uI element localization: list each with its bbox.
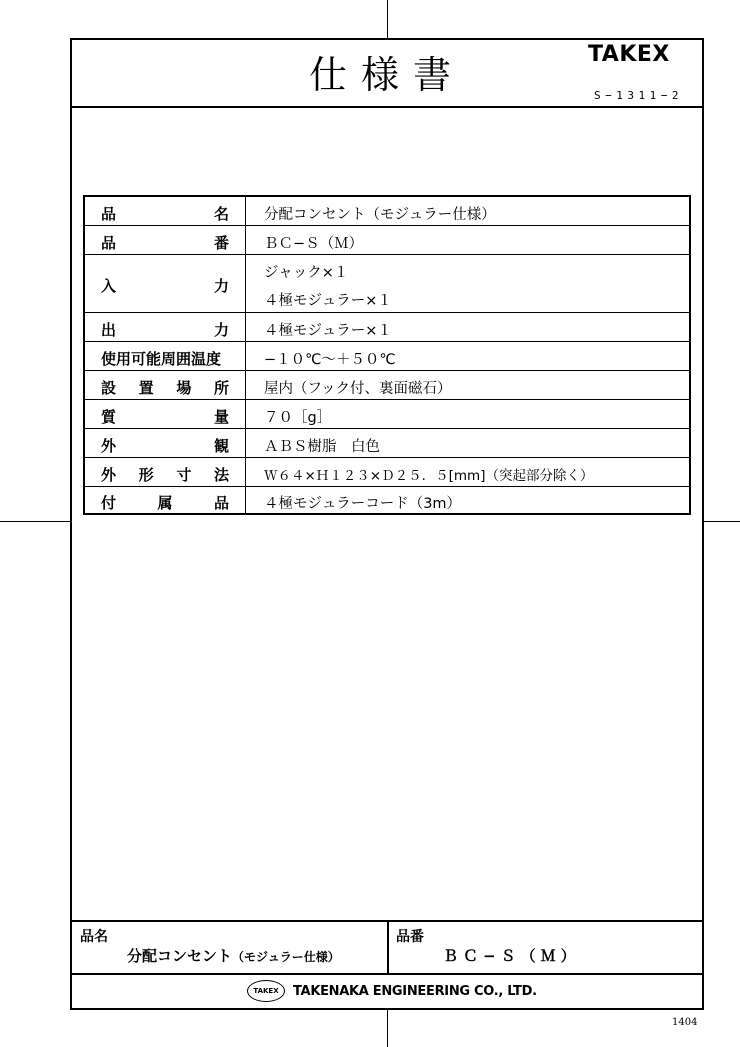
spec-label: 使用可能周囲温度 xyxy=(101,350,222,368)
spec-value: −１０℃～＋５０℃ xyxy=(264,352,396,368)
spec-value: ＡＢＳ樹脂 白色 xyxy=(264,439,380,455)
spec-value: ＢＣ−Ｓ（Ｍ） xyxy=(264,236,364,252)
brand-logo: TAKEX xyxy=(588,42,670,67)
spec-label: 品 番 xyxy=(101,234,229,252)
spec-table xyxy=(83,195,691,515)
spec-row-accessories xyxy=(85,487,689,513)
spec-label: 外 形 寸 法 xyxy=(101,466,229,484)
footer-name-label: 品名 xyxy=(80,929,108,945)
spec-row-input xyxy=(85,255,689,313)
spec-value: ７０［g］ xyxy=(264,410,332,426)
footer-name-value: 分配コンセント（モジュラー仕様） xyxy=(127,947,340,965)
spec-row-number xyxy=(85,226,689,255)
crop-mark-bottom xyxy=(387,1010,388,1047)
header-divider xyxy=(70,106,704,108)
company-logo: TAKEX xyxy=(247,980,285,1002)
spec-label: 質 量 xyxy=(101,408,229,426)
spec-label: 入 力 xyxy=(101,277,229,295)
document-number: S−1311−2 xyxy=(594,89,683,102)
spec-label: 付 属 品 xyxy=(101,494,229,512)
spec-value: 屋内（フック付、裏面磁石） xyxy=(264,381,452,397)
spec-label: 外 観 xyxy=(101,437,229,455)
crop-mark-left xyxy=(0,521,70,522)
footer-number-label: 品番 xyxy=(396,929,424,945)
spec-value: ４極モジュラー×１ xyxy=(264,323,392,339)
footer-column-divider xyxy=(387,920,389,973)
spec-row-name xyxy=(85,197,689,226)
company-name: TAKENAKA ENGINEERING CO., LTD. xyxy=(293,984,537,999)
footer-company-divider xyxy=(70,973,704,975)
spec-row-appearance xyxy=(85,429,689,458)
spec-label: 設 置 場 所 xyxy=(101,379,229,397)
document-frame xyxy=(70,38,704,1010)
spec-value: Ｗ６４×Ｈ１２３×Ｄ２５．５[mm]（突起部分除く） xyxy=(264,468,594,484)
spec-row-location xyxy=(85,371,689,400)
spec-row-weight xyxy=(85,400,689,429)
page-code: 1404 xyxy=(672,1017,698,1028)
spec-label: 品 名 xyxy=(101,205,229,223)
crop-mark-right xyxy=(704,521,740,522)
spec-value: ４極モジュラー×１ xyxy=(264,293,392,309)
spec-value: 分配コンセント（モジュラー仕様） xyxy=(264,207,496,223)
spec-row-temperature xyxy=(85,342,689,371)
spec-row-dimensions xyxy=(85,458,689,487)
spec-value: ４極モジュラーコード（3m） xyxy=(264,496,462,512)
footer-number-value: ＢＣ−Ｓ（Ｍ） xyxy=(443,947,581,965)
spec-label: 出 力 xyxy=(101,321,229,339)
page-title: 仕様書 xyxy=(308,53,465,97)
crop-mark-top xyxy=(387,0,388,38)
spec-value: ジャック×１ xyxy=(264,265,349,281)
spec-row-output xyxy=(85,313,689,342)
